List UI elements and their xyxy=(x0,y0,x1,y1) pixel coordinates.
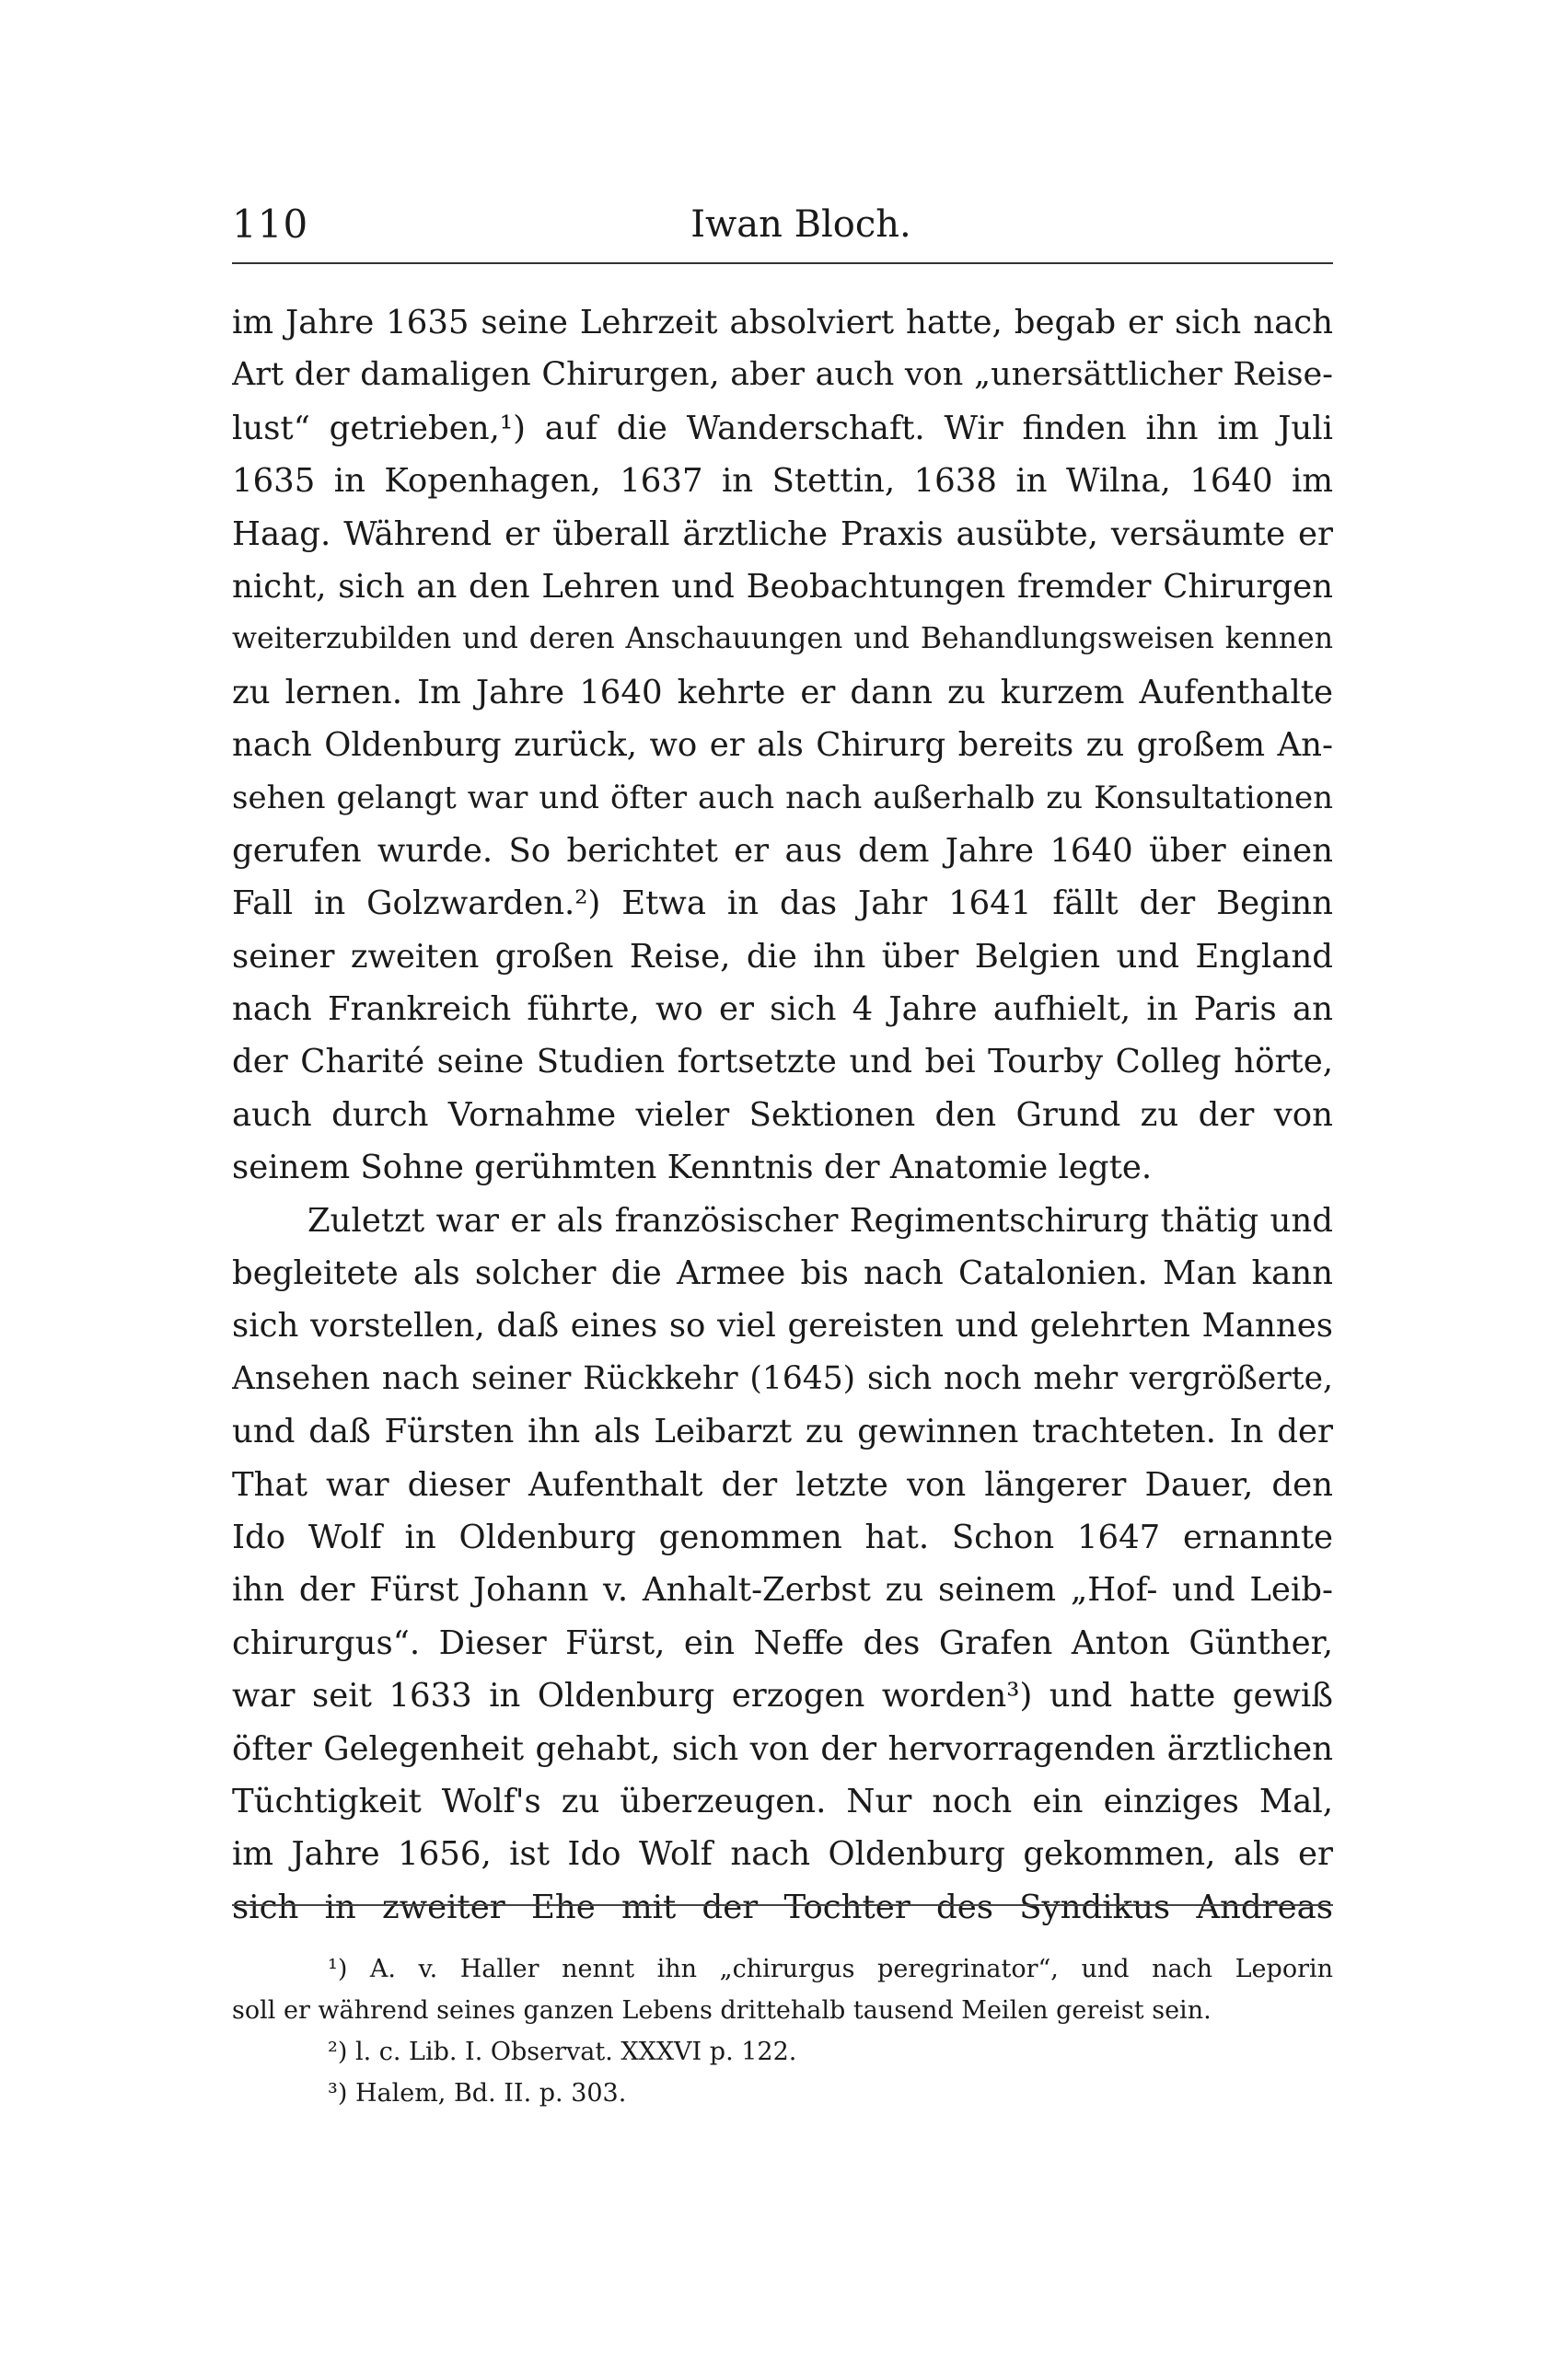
footnotes xyxy=(232,1948,1333,2114)
text-line: sich in zweiter Ehe mit der Tochter des Syndikus Andreas xyxy=(232,1888,1333,1926)
text-line: 1635 in Kopenhagen, 1637 in Stettin, 1638 in Wilna, 1640 im xyxy=(232,462,1333,501)
text-line: seiner zweiten großen Reise, die ihn über Belgien und England xyxy=(232,937,1333,976)
text-line: Fall in Golzwarden.²) Etwa in das Jahr 1641 fällt der Beginn xyxy=(232,884,1333,923)
text-line: nach Frankreich führte, wo er sich 4 Jahre aufhielt, in Paris an xyxy=(232,990,1333,1029)
footnote-line: ²) l. c. Lib. I. Observat. XXXVI p. 122. xyxy=(328,2038,797,2066)
text-line: chirurgus“. Dieser Fürst, ein Neffe des Grafen Anton Günther, xyxy=(232,1623,1333,1662)
text-line: weiterzubilden und deren Anschauungen und Behandlungsweisen kennen xyxy=(232,622,1333,656)
text-line: der Charité seine Studien fortsetzte und bei Tourby Colleg hörte, xyxy=(232,1043,1333,1081)
text-line: Ido Wolf in Oldenburg genommen hat. Schon 1647 ernannte xyxy=(232,1518,1333,1556)
text-line: im Jahre 1635 seine Lehrzeit absolviert hatte, begab er sich nach xyxy=(232,304,1333,341)
text-line: begleitete als solcher die Armee bis nach Catalonien. Man kann xyxy=(232,1254,1333,1293)
text-line: Haag. Während er überall ärztliche Praxis ausübte, versäumte er xyxy=(232,514,1333,553)
footnote-line: soll er während seines ganzen Lebens drittehalb tausend Meilen gereist sein. xyxy=(232,1996,1212,2025)
text-line: im Jahre 1656, ist Ido Wolf nach Oldenburg gekommen, als er xyxy=(232,1835,1333,1874)
header-rule xyxy=(232,262,1333,264)
footnote-line: ³) Halem, Bd. II. p. 303. xyxy=(328,2079,627,2108)
footnote-rule xyxy=(232,1904,1333,1906)
text-line: war seit 1633 in Oldenburg erzogen worden³) und hatte gewiß xyxy=(232,1677,1333,1716)
footnote-line: ¹) A. v. Haller nennt ihn „chirurgus peregrinator“, und nach Leporin xyxy=(328,1955,1333,1983)
text-line: Art der damaligen Chirurgen, aber auch von „unersättlicher Reise- xyxy=(232,356,1333,394)
text-line: zu lernen. Im Jahre 1640 kehrte er dann zu kurzem Aufenthalte xyxy=(232,673,1333,711)
text-line: öfter Gelegenheit gehabt, sich von der hervorragenden ärztlichen xyxy=(232,1729,1333,1768)
running-head: Iwan Bloch. xyxy=(690,203,911,246)
text-line: sich vorstellen, daß eines so viel gereisten und gelehrten Mannes xyxy=(232,1307,1333,1346)
page-number: 110 xyxy=(232,202,309,247)
text-line: That war dieser Aufenthalt der letzte von längerer Dauer, den xyxy=(232,1465,1333,1504)
text-line: seinem Sohne gerühmten Kenntnis der Anatomie legte. xyxy=(232,1149,1153,1187)
text-line: Zuletzt war er als französischer Regimentschirurg thätig und xyxy=(307,1201,1333,1240)
text-line: lust“ getrieben,¹) auf die Wanderschaft. Wir finden ihn im Juli xyxy=(232,409,1333,447)
text-line: und daß Fürsten ihn als Leibarzt zu gewinnen trachteten. In der xyxy=(232,1413,1333,1451)
text-line: nicht, sich an den Lehren und Beobachtungen fremder Chirurgen xyxy=(232,567,1333,606)
text-line: nach Oldenburg zurück, wo er als Chirurg bereits zu großem An- xyxy=(232,726,1333,765)
text-line: Tüchtigkeit Wolf's zu überzeugen. Nur noch ein einziges Mal, xyxy=(232,1782,1333,1820)
text-line: sehen gelangt war und öfter auch nach außerhalb zu Konsultationen xyxy=(232,779,1333,816)
body-text xyxy=(232,296,1333,1934)
text-line: ihn der Fürst Johann v. Anhalt-Zerbst zu seinem „Hof- und Leib- xyxy=(232,1571,1333,1610)
page-header xyxy=(232,199,1333,254)
text-line: gerufen wurde. So berichtet er aus dem Jahre 1640 über einen xyxy=(232,831,1333,870)
text-line: Ansehen nach seiner Rückkehr (1645) sich noch mehr vergrößerte, xyxy=(232,1359,1333,1397)
text-line: auch durch Vornahme vieler Sektionen den Grund zu der von xyxy=(232,1095,1333,1134)
